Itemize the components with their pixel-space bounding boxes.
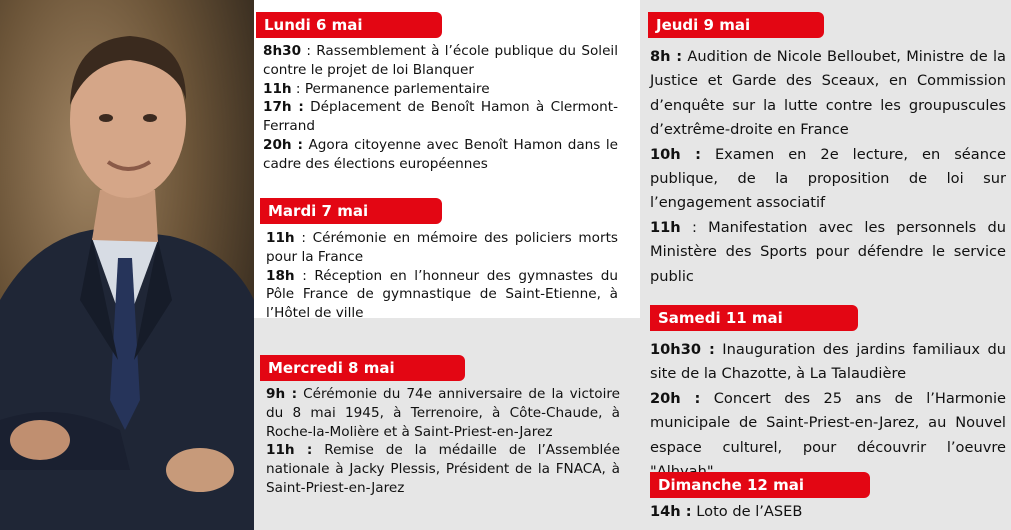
wednesday-agenda	[266, 385, 620, 498]
list-item: 11h : Remise de la médaille de l’Assemblée nationale à Jacky Plessis, Président de la FNACA, à Saint-Priest-en-Jarez	[266, 442, 620, 496]
list-item: 11h : Cérémonie en mémoire des policiers morts pour la France	[266, 230, 618, 265]
list-item: 20h : Agora citoyenne avec Benoît Hamon dans le cadre des élections européennes	[263, 136, 618, 172]
sunday-agenda	[650, 500, 1006, 524]
list-item: 11h : Permanence parlementaire	[263, 80, 490, 97]
day-header-dimanche: Dimanche 12 mai	[650, 472, 870, 498]
monday-agenda	[263, 42, 618, 174]
day-header-lundi: Lundi 6 mai	[256, 12, 442, 38]
portrait-illustration	[0, 0, 254, 530]
list-item: 8h30 : Rassemblement à l’école publique du Soleil contre le projet de loi Blanquer	[263, 43, 618, 78]
portrait-photo	[0, 0, 254, 530]
day-header-mercredi: Mercredi 8 mai	[260, 355, 465, 381]
list-item: 20h : Concert des 25 ans de l’Harmonie municipale de Saint-Priest-en-Jarez, au Nouvel espace culturel, pour découvrir l’oeuvre	[650, 389, 1006, 456]
list-item: 18h : Réception en l’honneur des gymnastes du Pôle France de gymnastique de Saint-Etienne, à l’Hôtel de ville	[266, 267, 618, 322]
thursday-agenda	[650, 45, 1006, 289]
day-header-jeudi: Jeudi 9 mai	[648, 12, 824, 38]
list-item: 17h : Déplacement de Benoît Hamon à Clermont-Ferrand	[263, 99, 618, 135]
list-item: 10h30 : Inauguration des jardins familiaux du site de la Chazotte, à La Talaudière	[650, 341, 1006, 383]
day-header-mardi: Mardi 7 mai	[260, 198, 442, 224]
tuesday-agenda	[266, 229, 618, 323]
list-item: 14h : Loto de l’ASEB	[650, 503, 803, 520]
day-header-samedi: Samedi 11 mai	[650, 305, 858, 331]
list-item: 8h : Audition de Nicole Belloubet, Ministre de la Justice et Garde des Sceaux, en Commission d’enquête sur la lutte contre les groupuscules d’extrême-droite en France	[650, 48, 1006, 139]
list-item: 9h : Cérémonie du 74e anniversaire de la victoire du 8 mai 1945, à Terrenoire, à Côte-Chaude, à Roche-la-Molière et à Saint-Priest-en-Jarez	[266, 386, 621, 440]
list-item: 11h : Manifestation avec les personnels du Ministère des Sports pour défendre le service public	[650, 218, 1006, 285]
saturday-agenda	[650, 338, 1006, 484]
list-item: 10h : Examen en 2e lecture, en séance publique, de la proposition de loi sur l’engagement associatif	[650, 145, 1006, 212]
